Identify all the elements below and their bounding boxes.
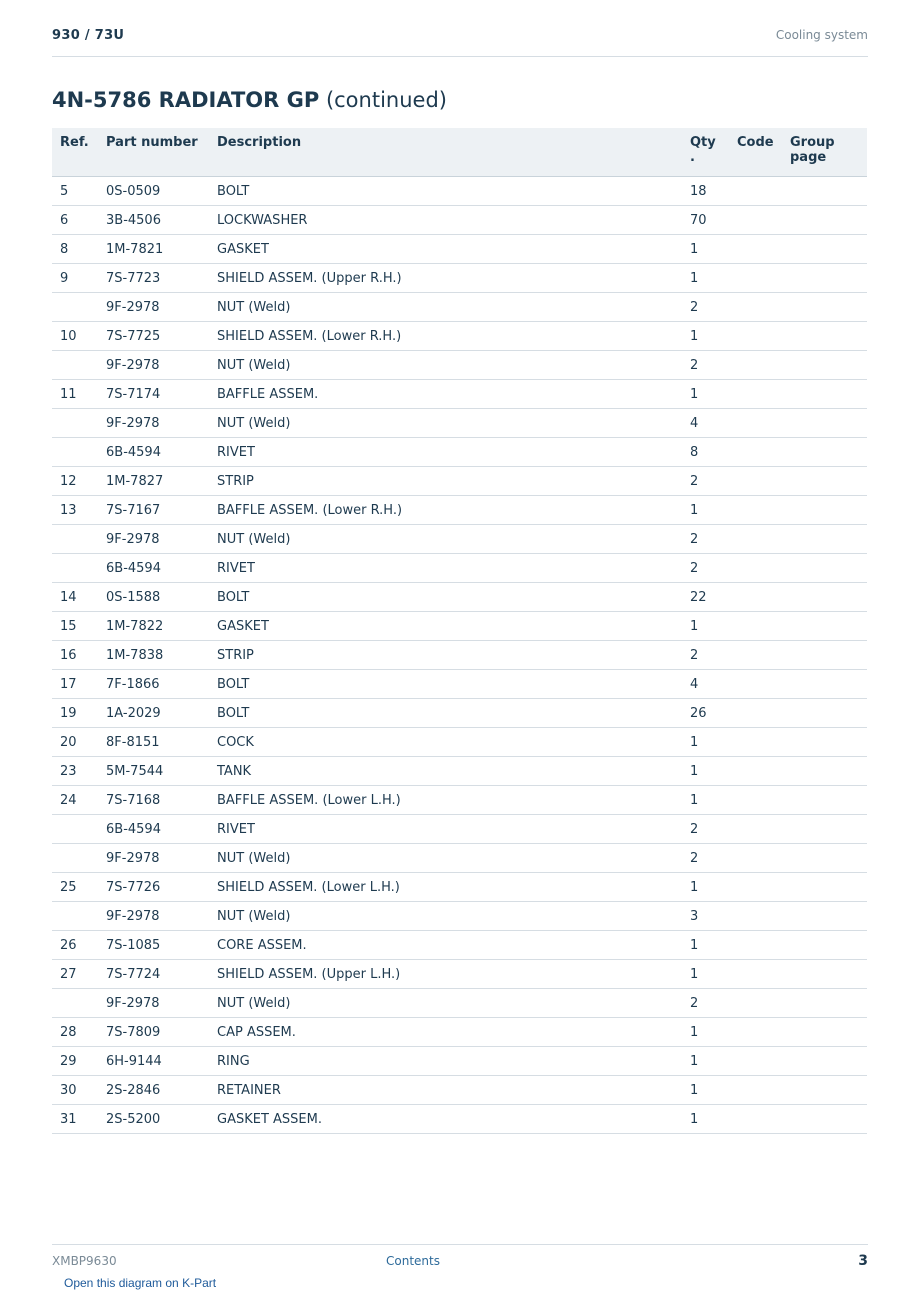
- cell-qty: 4: [682, 670, 729, 699]
- cell-group-page: [782, 438, 867, 467]
- cell-description: BAFFLE ASSEM. (Lower R.H.): [209, 496, 682, 525]
- cell-ref: [52, 409, 98, 438]
- cell-ref: 16: [52, 641, 98, 670]
- table-row: [52, 438, 867, 467]
- table-row: [52, 1105, 867, 1134]
- cell-group-page: [782, 525, 867, 554]
- table-row: [52, 989, 867, 1018]
- cell-code: [729, 525, 782, 554]
- cell-ref: 6: [52, 206, 98, 235]
- cell-ref: 13: [52, 496, 98, 525]
- cell-group-page: [782, 815, 867, 844]
- cell-code: [729, 786, 782, 815]
- cell-description: GASKET ASSEM.: [209, 1105, 682, 1134]
- cell-qty: 3: [682, 902, 729, 931]
- cell-ref: 12: [52, 467, 98, 496]
- cell-code: [729, 409, 782, 438]
- cell-group-page: [782, 670, 867, 699]
- cell-part-number: 7F-1866: [98, 670, 209, 699]
- cell-description: NUT (Weld): [209, 902, 682, 931]
- cell-part-number: 7S-7167: [98, 496, 209, 525]
- cell-qty: 1: [682, 496, 729, 525]
- cell-code: [729, 1018, 782, 1047]
- cell-group-page: [782, 873, 867, 902]
- page-footer: [52, 1244, 868, 1275]
- cell-group-page: [782, 235, 867, 264]
- cell-qty: 1: [682, 322, 729, 351]
- parts-table: [52, 128, 867, 1134]
- cell-description: STRIP: [209, 467, 682, 496]
- cell-group-page: [782, 641, 867, 670]
- col-group-header: Group page: [782, 128, 867, 177]
- document-id: XMBP9630: [52, 1254, 117, 1268]
- cell-part-number: 9F-2978: [98, 351, 209, 380]
- cell-part-number: 6B-4594: [98, 815, 209, 844]
- cell-part-number: 6B-4594: [98, 554, 209, 583]
- cell-description: BOLT: [209, 177, 682, 206]
- table-row: [52, 583, 867, 612]
- cell-group-page: [782, 264, 867, 293]
- cell-description: NUT (Weld): [209, 293, 682, 322]
- table-row: [52, 496, 867, 525]
- cell-group-page: [782, 989, 867, 1018]
- table-row: [52, 177, 867, 206]
- cell-description: SHIELD ASSEM. (Lower R.H.): [209, 322, 682, 351]
- cell-part-number: 0S-1588: [98, 583, 209, 612]
- cell-description: BAFFLE ASSEM. (Lower L.H.): [209, 786, 682, 815]
- cell-ref: 15: [52, 612, 98, 641]
- cell-qty: 26: [682, 699, 729, 728]
- col-code-header: Code: [729, 128, 782, 177]
- table-row: [52, 235, 867, 264]
- cell-description: NUT (Weld): [209, 844, 682, 873]
- cell-description: RIVET: [209, 554, 682, 583]
- kpart-diagram-link[interactable]: Open this diagram on K-Part: [64, 1276, 217, 1290]
- cell-code: [729, 844, 782, 873]
- table-row: [52, 670, 867, 699]
- cell-group-page: [782, 1105, 867, 1134]
- table-row: [52, 699, 867, 728]
- table-row: [52, 786, 867, 815]
- table-row: [52, 960, 867, 989]
- cell-qty: 2: [682, 525, 729, 554]
- cell-group-page: [782, 1018, 867, 1047]
- cell-part-number: 9F-2978: [98, 989, 209, 1018]
- title-suffix: (continued): [325, 88, 447, 112]
- cell-code: [729, 583, 782, 612]
- cell-part-number: 7S-7809: [98, 1018, 209, 1047]
- cell-group-page: [782, 409, 867, 438]
- cell-ref: 26: [52, 931, 98, 960]
- cell-code: [729, 931, 782, 960]
- cell-code: [729, 438, 782, 467]
- cell-part-number: 2S-5200: [98, 1105, 209, 1134]
- cell-group-page: [782, 467, 867, 496]
- cell-description: BOLT: [209, 583, 682, 612]
- cell-code: [729, 757, 782, 786]
- cell-description: SHIELD ASSEM. (Upper L.H.): [209, 960, 682, 989]
- cell-qty: 2: [682, 641, 729, 670]
- cell-part-number: 7S-7725: [98, 322, 209, 351]
- cell-part-number: 1M-7822: [98, 612, 209, 641]
- cell-code: [729, 264, 782, 293]
- cell-qty: 1: [682, 786, 729, 815]
- cell-ref: 24: [52, 786, 98, 815]
- cell-ref: [52, 554, 98, 583]
- cell-code: [729, 960, 782, 989]
- cell-ref: [52, 844, 98, 873]
- cell-code: [729, 728, 782, 757]
- cell-code: [729, 699, 782, 728]
- cell-code: [729, 989, 782, 1018]
- cell-code: [729, 612, 782, 641]
- cell-code: [729, 177, 782, 206]
- cell-code: [729, 206, 782, 235]
- cell-ref: [52, 351, 98, 380]
- cell-part-number: 7S-7168: [98, 786, 209, 815]
- cell-code: [729, 873, 782, 902]
- cell-group-page: [782, 728, 867, 757]
- table-row: [52, 815, 867, 844]
- cell-part-number: 9F-2978: [98, 902, 209, 931]
- cell-group-page: [782, 844, 867, 873]
- cell-group-page: [782, 177, 867, 206]
- cell-description: RETAINER: [209, 1076, 682, 1105]
- table-row: [52, 728, 867, 757]
- cell-qty: 1: [682, 235, 729, 264]
- page-number: 3: [858, 1253, 868, 1269]
- cell-qty: 2: [682, 989, 729, 1018]
- cell-ref: [52, 525, 98, 554]
- cell-ref: 8: [52, 235, 98, 264]
- cell-part-number: 9F-2978: [98, 525, 209, 554]
- cell-code: [729, 322, 782, 351]
- cell-ref: 5: [52, 177, 98, 206]
- table-row: [52, 380, 867, 409]
- cell-description: BOLT: [209, 699, 682, 728]
- cell-code: [729, 351, 782, 380]
- cell-qty: 1: [682, 264, 729, 293]
- table-row: [52, 293, 867, 322]
- cell-group-page: [782, 322, 867, 351]
- cell-part-number: 7S-1085: [98, 931, 209, 960]
- cell-ref: 14: [52, 583, 98, 612]
- table-row: [52, 1076, 867, 1105]
- cell-group-page: [782, 1076, 867, 1105]
- cell-code: [729, 293, 782, 322]
- cell-ref: [52, 902, 98, 931]
- cell-qty: 2: [682, 293, 729, 322]
- page-title: [52, 88, 447, 112]
- cell-description: NUT (Weld): [209, 525, 682, 554]
- cell-description: GASKET: [209, 235, 682, 264]
- table-row: [52, 206, 867, 235]
- table-header-row: [52, 128, 867, 177]
- cell-part-number: 0S-0509: [98, 177, 209, 206]
- cell-ref: 17: [52, 670, 98, 699]
- cell-description: RIVET: [209, 815, 682, 844]
- cell-ref: [52, 815, 98, 844]
- cell-ref: [52, 989, 98, 1018]
- col-ref-header: Ref.: [52, 128, 98, 177]
- cell-qty: 1: [682, 1047, 729, 1076]
- cell-group-page: [782, 583, 867, 612]
- table-row: [52, 844, 867, 873]
- cell-qty: 22: [682, 583, 729, 612]
- cell-description: BAFFLE ASSEM.: [209, 380, 682, 409]
- cell-part-number: 7S-7724: [98, 960, 209, 989]
- cell-code: [729, 641, 782, 670]
- col-qty-header: Qty .: [682, 128, 729, 177]
- section-label: Cooling system: [775, 28, 868, 42]
- cell-ref: 20: [52, 728, 98, 757]
- cell-group-page: [782, 902, 867, 931]
- title-main: 4N-5786 RADIATOR GP: [52, 88, 320, 112]
- cell-code: [729, 1076, 782, 1105]
- cell-group-page: [782, 960, 867, 989]
- cell-qty: 1: [682, 757, 729, 786]
- cell-description: NUT (Weld): [209, 409, 682, 438]
- col-part-header: Part number: [98, 128, 209, 177]
- page-header: [52, 28, 868, 57]
- cell-ref: 27: [52, 960, 98, 989]
- cell-part-number: 7S-7174: [98, 380, 209, 409]
- cell-qty: 1: [682, 612, 729, 641]
- cell-ref: 10: [52, 322, 98, 351]
- cell-ref: 11: [52, 380, 98, 409]
- cell-ref: 30: [52, 1076, 98, 1105]
- cell-qty: 1: [682, 728, 729, 757]
- cell-description: SHIELD ASSEM. (Upper R.H.): [209, 264, 682, 293]
- cell-group-page: [782, 554, 867, 583]
- cell-code: [729, 380, 782, 409]
- cell-part-number: 9F-2978: [98, 844, 209, 873]
- cell-qty: 2: [682, 467, 729, 496]
- table-row: [52, 612, 867, 641]
- cell-description: BOLT: [209, 670, 682, 699]
- cell-code: [729, 467, 782, 496]
- cell-part-number: 1M-7838: [98, 641, 209, 670]
- cell-ref: 28: [52, 1018, 98, 1047]
- parts-table-body: [52, 177, 867, 1134]
- cell-part-number: 6B-4594: [98, 438, 209, 467]
- cell-group-page: [782, 206, 867, 235]
- cell-description: STRIP: [209, 641, 682, 670]
- cell-qty: 1: [682, 380, 729, 409]
- cell-description: RING: [209, 1047, 682, 1076]
- cell-code: [729, 496, 782, 525]
- cell-code: [729, 815, 782, 844]
- cell-description: LOCKWASHER: [209, 206, 682, 235]
- cell-ref: 25: [52, 873, 98, 902]
- cell-qty: 1: [682, 931, 729, 960]
- table-row: [52, 322, 867, 351]
- cell-code: [729, 1105, 782, 1134]
- model-label: 930 / 73U: [52, 28, 125, 43]
- cell-description: SHIELD ASSEM. (Lower L.H.): [209, 873, 682, 902]
- cell-code: [729, 902, 782, 931]
- cell-qty: 1: [682, 873, 729, 902]
- cell-group-page: [782, 699, 867, 728]
- cell-qty: 1: [682, 1076, 729, 1105]
- cell-group-page: [782, 293, 867, 322]
- cell-qty: 4: [682, 409, 729, 438]
- table-row: [52, 467, 867, 496]
- cell-ref: 19: [52, 699, 98, 728]
- table-row: [52, 351, 867, 380]
- cell-qty: 1: [682, 960, 729, 989]
- cell-description: NUT (Weld): [209, 989, 682, 1018]
- cell-description: RIVET: [209, 438, 682, 467]
- cell-description: COCK: [209, 728, 682, 757]
- table-row: [52, 931, 867, 960]
- cell-qty: 8: [682, 438, 729, 467]
- cell-code: [729, 1047, 782, 1076]
- cell-group-page: [782, 786, 867, 815]
- cell-part-number: 7S-7726: [98, 873, 209, 902]
- cell-part-number: 6H-9144: [98, 1047, 209, 1076]
- cell-ref: 29: [52, 1047, 98, 1076]
- cell-group-page: [782, 351, 867, 380]
- cell-ref: 31: [52, 1105, 98, 1134]
- cell-qty: 1: [682, 1105, 729, 1134]
- cell-description: GASKET: [209, 612, 682, 641]
- cell-description: CORE ASSEM.: [209, 931, 682, 960]
- table-row: [52, 902, 867, 931]
- table-row: [52, 525, 867, 554]
- cell-part-number: 5M-7544: [98, 757, 209, 786]
- cell-part-number: 2S-2846: [98, 1076, 209, 1105]
- cell-ref: [52, 293, 98, 322]
- cell-group-page: [782, 757, 867, 786]
- cell-qty: 2: [682, 554, 729, 583]
- cell-group-page: [782, 931, 867, 960]
- cell-qty: 2: [682, 844, 729, 873]
- cell-ref: [52, 438, 98, 467]
- col-desc-header: Description: [209, 128, 682, 177]
- cell-part-number: 1A-2029: [98, 699, 209, 728]
- cell-part-number: 9F-2978: [98, 409, 209, 438]
- table-row: [52, 757, 867, 786]
- cell-qty: 1: [682, 1018, 729, 1047]
- table-row: [52, 1047, 867, 1076]
- cell-ref: 23: [52, 757, 98, 786]
- cell-code: [729, 235, 782, 264]
- cell-qty: 70: [682, 206, 729, 235]
- cell-qty: 2: [682, 351, 729, 380]
- cell-group-page: [782, 380, 867, 409]
- cell-part-number: 3B-4506: [98, 206, 209, 235]
- contents-link[interactable]: Contents: [386, 1254, 440, 1268]
- cell-part-number: 7S-7723: [98, 264, 209, 293]
- table-row: [52, 641, 867, 670]
- table-row: [52, 554, 867, 583]
- table-row: [52, 409, 867, 438]
- cell-group-page: [782, 1047, 867, 1076]
- cell-ref: 9: [52, 264, 98, 293]
- table-row: [52, 1018, 867, 1047]
- cell-group-page: [782, 496, 867, 525]
- cell-part-number: 9F-2978: [98, 293, 209, 322]
- cell-description: CAP ASSEM.: [209, 1018, 682, 1047]
- cell-part-number: 8F-8151: [98, 728, 209, 757]
- cell-description: NUT (Weld): [209, 351, 682, 380]
- cell-qty: 18: [682, 177, 729, 206]
- table-row: [52, 873, 867, 902]
- cell-part-number: 1M-7827: [98, 467, 209, 496]
- table-row: [52, 264, 867, 293]
- cell-qty: 2: [682, 815, 729, 844]
- cell-description: TANK: [209, 757, 682, 786]
- cell-code: [729, 554, 782, 583]
- cell-code: [729, 670, 782, 699]
- cell-part-number: 1M-7821: [98, 235, 209, 264]
- cell-group-page: [782, 612, 867, 641]
